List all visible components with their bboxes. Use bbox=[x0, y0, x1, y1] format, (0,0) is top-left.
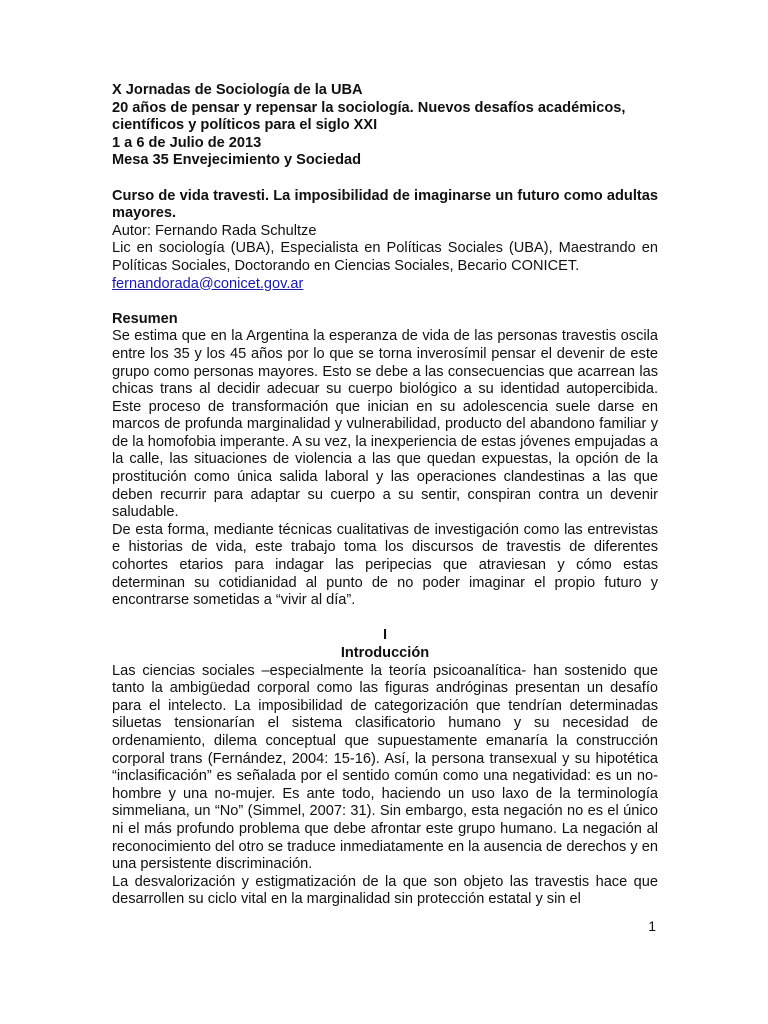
intro-paragraph-1: Las ciencias sociales –especialmente la teoría psicoanalítica- han sostenido que tanto la ambigüedad corporal como las figuras andróginas presentan un desafío para el intelecto. La imposibilidad de categorización que tendrían determinadas siluetas tensionarían el sistema clasificatorio humano y su necesidad de ordenamiento, dilema conceptual que supuestamente emanaría la construcción corporal trans (Fernández, 2004: 15-16). Así, la persona transexual y su hipotética “inclasificación” es señalada por el sentido común como una negatividad: es un no-hombre y una no-mujer. Es ante todo, haciendo un uso laxo de la terminología simmeliana, un “No” (Simmel, 2007: 31). Sin embargo, esta negación no es el único ni el más profundo problema que debe afrontar este grupo humano. La negación al reconocimiento del otro se traduce inmediatamente en la ausencia de derechos y en una persistente discriminación. bbox=[112, 662, 658, 873]
intro-paragraph-2: La desvalorización y estigmatización de la que son objeto las travestis hace que desarrollen su ciclo vital en la marginalidad sin protección estatal y sin el bbox=[112, 873, 658, 908]
abstract-paragraph-2: De esta forma, mediante técnicas cualitativas de investigación como las entrevistas e historias de vida, este trabajo toma los discursos de travestis de diferentes cohortes etarios para indagar las peripecias que atraviesan y cómo estas determinan su cotidianidad al punto de no poder imaginar el propio futuro y encontrarse sometidas a “vivir al día”. bbox=[112, 521, 658, 609]
author-affiliation: Lic en sociología (UBA), Especialista en Políticas Sociales (UBA), Maestrando en Políticas Sociales, Doctorando en Ciencias Sociales, Becario CONICET. bbox=[112, 240, 658, 274]
author-email-link[interactable]: fernandorada@conicet.gov.ar bbox=[112, 275, 304, 292]
abstract-heading: Resumen bbox=[112, 310, 178, 327]
document-page bbox=[112, 82, 658, 909]
paper-title: Curso de vida travesti. La imposibilidad de imaginarse un futuro como adultas mayores. bbox=[112, 187, 658, 222]
spacer bbox=[112, 170, 658, 188]
page-number: 1 bbox=[648, 918, 656, 934]
paper-author: Autor: Fernando Rada Schultze bbox=[112, 222, 317, 239]
section-heading: Introducción bbox=[340, 645, 430, 661]
section-number: I bbox=[382, 627, 388, 644]
conference-theme: 20 años de pensar y repensar la sociología. Nuevos desafíos académicos, científicos y políticos para el siglo XXI bbox=[112, 99, 626, 134]
spacer bbox=[112, 610, 658, 628]
panel-name: Mesa 35 Envejecimiento y Sociedad bbox=[112, 152, 362, 169]
conference-name: X Jornadas de Sociología de la UBA bbox=[112, 82, 363, 98]
conference-dates: 1 a 6 de Julio de 2013 bbox=[112, 134, 262, 151]
spacer bbox=[112, 293, 658, 311]
abstract-paragraph-1: Se estima que en la Argentina la esperanza de vida de las personas travestis oscila entre los 35 y los 45 años por lo que se torna inverosímil pensar el devenir de este grupo como personas mayores. Esto se debe a las consecuencias que acarrean las chicas trans al decidir adecuar su cuerpo biológico a su identidad autopercibida. Este proceso de transformación que inician en su adolescencia suele darse en marcos de profunda marginalidad y vulnerabilidad, producto del abandono familiar y de la homofobia imperante. A su vez, la inexperiencia de estas jóvenes empujadas a la calle, las situaciones de violencia a las que quedan expuestas, la opción de la prostitución como única salida laboral y las operaciones clandestinas a las que deben recurrir para adaptar su cuerpo a su sentir, conspiran contra un devenir saludable. bbox=[112, 328, 658, 521]
